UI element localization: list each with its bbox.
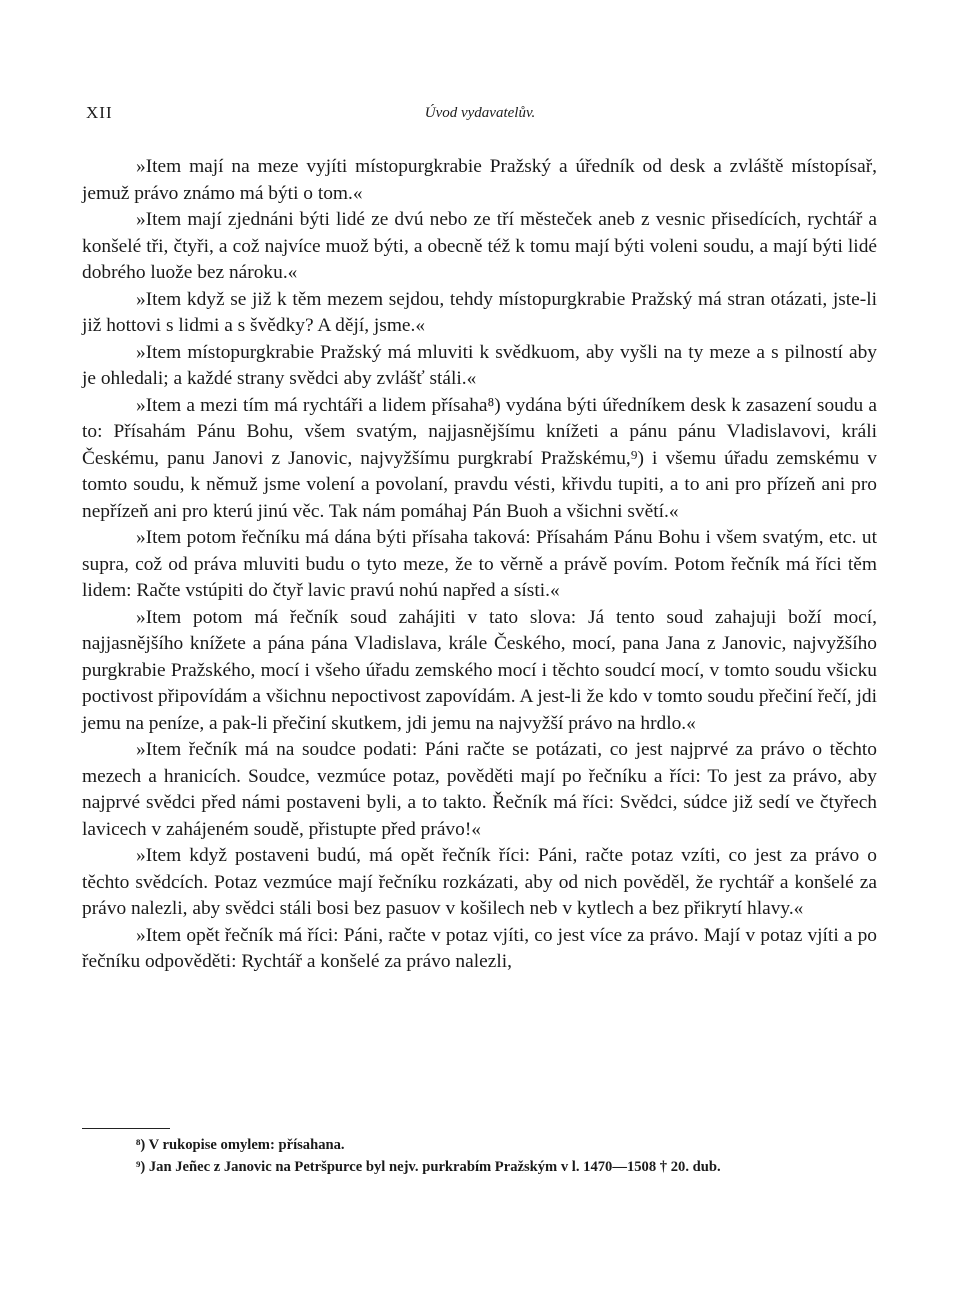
paragraph: »Item řečník má na soudce podati: Páni račte se potázati, co jest najprvé za právo o těchto mezech a hranicích. Soudce, vezmúce potaz, pověděti mají po řečníku a říci: To jest za právo, aby najprvé svědci před námi postaveni byli, a to takto. Řečník má říci: Svědci, súdce již sedí ve čtyřech lavicech v zahájeném soudě, přistupte před právo!« xyxy=(82,739,877,840)
paragraph: »Item a mezi tím má rychtáři a lidem přísaha⁸) vydána býti úředníkem desk k zasazení soudu a to: Přísahám Pánu Bohu, všem svatým, najjasnějšímu knížeti a pánu pánu Vladislavovi, králi Českému, panu Janovi z Janovic, najvyžšímu purgkrabí Pražskému,⁹) i všemu úřadu zemskému v tomto soudu, k němuž jsme volení a povolaní, pravdu vésti, křivdu tupiti, a to ani pro přízeň ani pro nepřízeň ani pro kterú jinú věc. Tak nám pomáhaj Pán Buoh a všichni světí.« xyxy=(82,394,877,522)
footnote-rule xyxy=(82,1128,170,1129)
running-head: Úvod vydavatelův. xyxy=(424,105,536,121)
page-number: XII xyxy=(86,103,113,122)
footnote: ⁸) V rukopise omylem: přísahana. xyxy=(136,1137,345,1153)
paragraph: »Item potom řečníku má dána býti přísaha taková: Přísahám Pánu Bohu i všem svatým, etc. ut supra, což od práva mluviti budu o tyto meze, že to věrně a právě povím. Potom řečník má říci těm lidem: Račte vstúpiti do čtyř lavic pravú nohú napřed a sísti.« xyxy=(82,527,877,601)
paragraph: »Item potom má řečník soud zahájiti v tato slova: Já tento soud zahajuji boží mocí, najjasnějšího knížete a pána pána Vladislava, krále Českého, mocí, pana Jana z Janovic, najvyžšího purgkrabie Pražského, mocí i všeho úřadu zemského mocí i těchto soudcí mocí, v tomto soudu všicku poctivost připovídám a všichnu nepoctivost zapovídám. A jest-li že kdo v tomto soudu přečiní řečí, jdi jemu na peníze, a pak-li přečiní skutkem, jdi jemu na najvyžší právo na hrdlo.« xyxy=(82,606,877,734)
paragraph: »Item mají na meze vyjíti místopurgkrabie Pražský a úředník od desk a zvláště místopísař, jemuž právo známo má býti o tom.« xyxy=(82,156,877,204)
paragraph: »Item místopurgkrabie Pražský má mluviti k svědkuom, aby vyšli na ty meze a s pilností aby je ohledali; a každé strany svědci aby zvlášť stáli.« xyxy=(82,341,877,389)
body-text xyxy=(82,154,877,976)
page-header xyxy=(80,103,880,133)
paragraph: »Item opět řečník má říci: Páni, račte v potaz vjíti, co jest více za právo. Mají v potaz vjíti a po řečníku odpověděti: Rychtář a konšelé za právo nalezli, xyxy=(82,924,877,972)
paragraph: »Item mají zjednáni býti lidé ze dvú nebo ze tří městeček aneb z vesnic přisedících, rychtář a konšelé tři, čtyři, a což najvíce muož býti, a obecně též k tomu mají býti voleni soudu, a mají býti lidé dobrého luože bez nároku.« xyxy=(82,209,877,283)
footnote: ⁹) Jan Jeñec z Janovic na Petršpurce byl nejv. purkrabím Pražským v l. 1470—1508 † 20. dub. xyxy=(136,1159,721,1175)
paragraph: »Item když postaveni budú, má opět řečník říci: Páni, račte potaz vzíti, co jest za právo o těchto svědcích. Potaz vezmúce mají řečníku rozkázati, aby od nich pověděl, že rychtář a konšelé za právo nalezli, aby svědci stáli bosi bez pasuov v košilech neb v kytlech a bez přikrytí hlavy.« xyxy=(82,845,877,919)
footnotes xyxy=(82,1134,877,1178)
paragraph: »Item když se již k těm mezem sejdou, tehdy místopurgkrabie Pražský má stran otázati, jste-li již hottovi s lidmi a s švědky? A dějí, jsme.« xyxy=(82,288,877,336)
